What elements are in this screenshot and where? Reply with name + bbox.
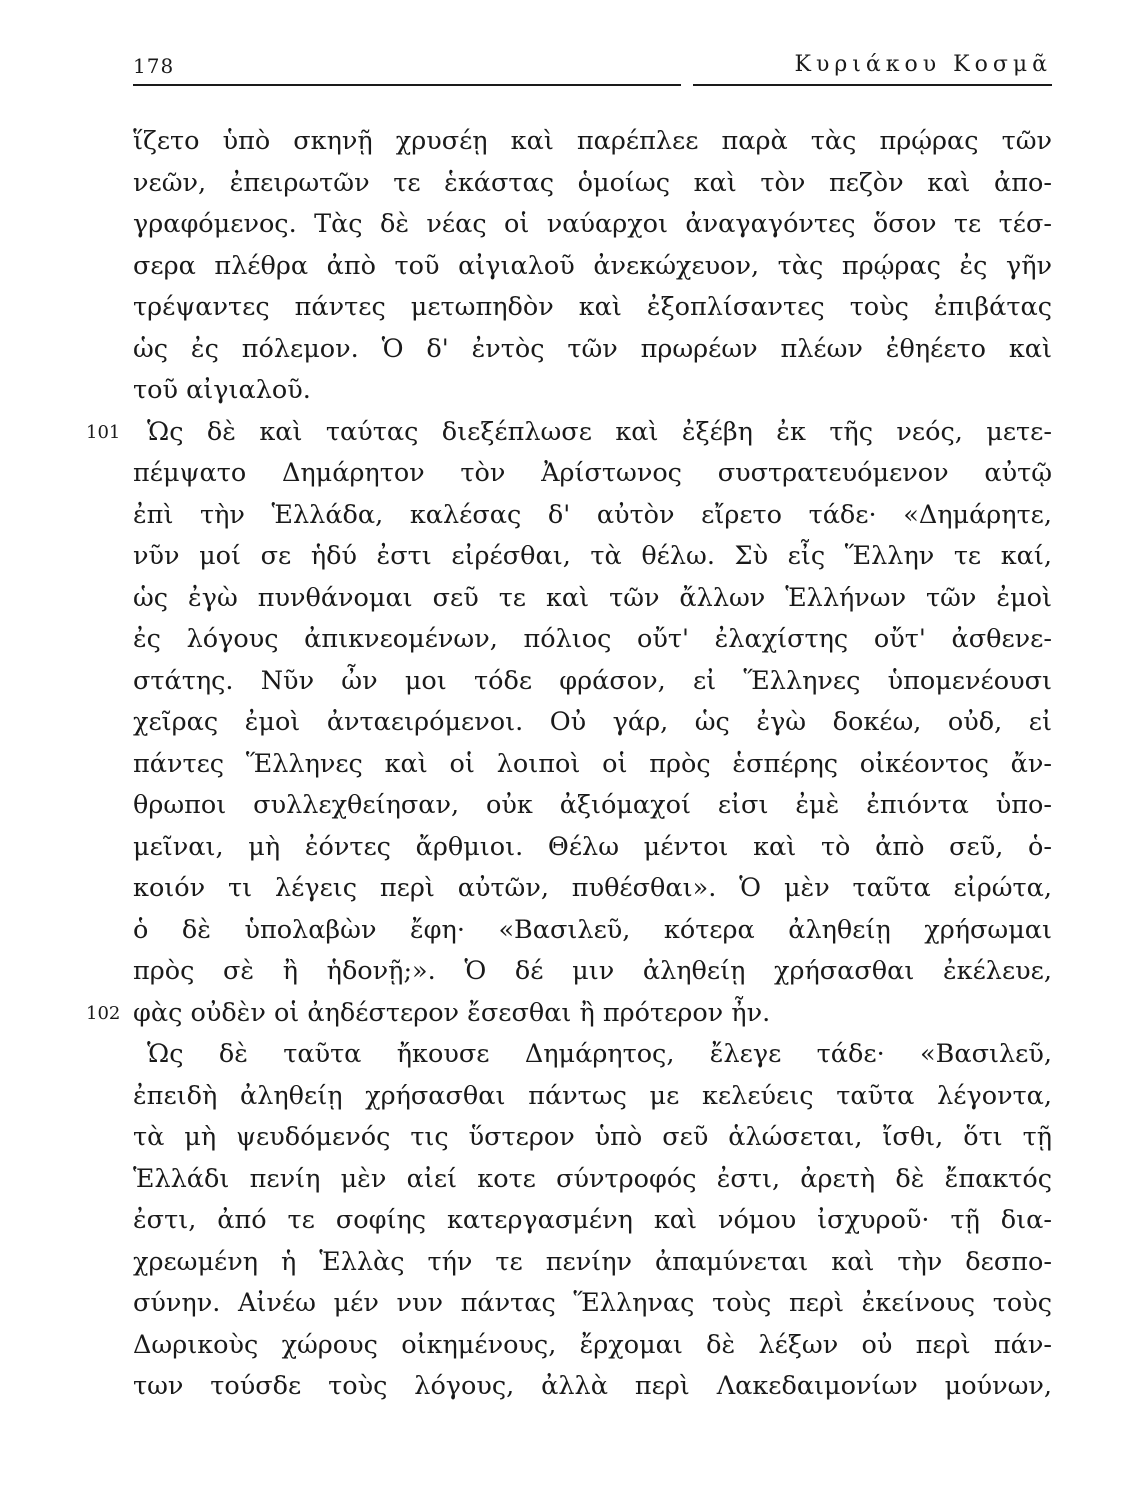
text-line: στάτης. Νῦν ὦν μοι τόδε φράσον, εἰ Ἕλληνες ὑπομενέουσι (133, 665, 1052, 696)
text-line: νεῶν, ἐπειρωτῶν τε ἑκάστας ὁμοίως καὶ τὸν πεζὸν καὶ ἀπο- (133, 167, 1052, 198)
text-line: ἐπειδὴ ἀληθείῃ χρήσασθαι πάντως με κελεύεις ταῦτα λέγοντα, (133, 1080, 1052, 1111)
text-line: πέμψατο Δημάρητον τὸν Ἀρίστωνος συστρατευόμενον αὐτῷ (133, 458, 1052, 488)
text-line: τρέψαντες πάντες μετωπηδὸν καὶ ἐξοπλίσαντες τοὺς ἐπιβάτας (133, 292, 1052, 322)
text-line: Ὡς δὲ καὶ ταύτας διεξέπλωσε καὶ ἐξέβη ἐκ τῆς νεός, μετε- (147, 416, 1052, 447)
text-line: θρωποι συλλεχθείησαν, οὐκ ἀξιόμαχοί εἰσι ἐμὲ ἐπιόντα ὑπο- (133, 790, 1052, 820)
section-number-101: 101 (86, 422, 121, 443)
text-line: πρὸς σὲ ἢ ἡδονῇ;». Ὁ δέ μιν ἀληθείῃ χρήσασθαι ἐκέλευε, (133, 956, 1052, 986)
text-line: κοιόν τι λέγεις περὶ αὐτῶν, πυθέσθαι». Ὁ μὲν ταῦτα εἰρώτα, (133, 873, 1052, 903)
running-head: Κυριάκου Κοσμᾶ (794, 52, 1052, 77)
text-line: ὡς ἐς πόλεμον. Ὁ δ' ἐντὸς τῶν πρωρέων πλέων ἐθηέετο καὶ (133, 333, 1052, 364)
text-line: ἐς λόγους ἀπικνεομένων, πόλιος οὔτ' ἐλαχίστης οὔτ' ἀσθενε- (133, 624, 1052, 654)
page-header (133, 48, 1052, 88)
text-line: χεῖρας ἐμοὶ ἀνταειρόμενοι. Οὐ γάρ, ὡς ἐγὼ δοκέω, οὐδ, εἰ (133, 707, 1052, 737)
text-line: πάντες Ἕλληνες καὶ οἱ λοιποὶ οἱ πρὸς ἑσπέρης οἰκέοντος ἄν- (133, 748, 1052, 779)
text-line: μεῖναι, μὴ ἐόντες ἄρθμιοι. Θέλω μέντοι καὶ τὸ ἀπὸ σεῦ, ὁ- (133, 831, 1052, 862)
body-text (133, 121, 1052, 1408)
text-line: σύνην. Αἰνέω μέν νυν πάντας Ἕλληνας τοὺς περὶ ἐκείνους τοὺς (133, 1288, 1052, 1318)
section-number-102: 102 (86, 1003, 121, 1024)
text-line: ἵζετο ὑπὸ σκηνῇ χρυσέῃ καὶ παρέπλεε παρὰ τὰς πρῴρας τῶν (133, 126, 1052, 156)
text-line: νῦν μοί σε ἡδύ ἐστι εἰρέσθαι, τὰ θέλω. Σὺ εἶς Ἕλλην τε καί, (133, 541, 1052, 571)
text-line: χρεωμένη ἡ Ἑλλὰς τήν τε πενίην ἀπαμύνεται καὶ τὴν δεσπο- (133, 1246, 1052, 1277)
text-line: ἐστι, ἀπό τε σοφίης κατεργασμένη καὶ νόμου ἰσχυροῦ· τῇ δια- (133, 1205, 1052, 1235)
text-line: τὰ μὴ ψευδόμενός τις ὕστερον ὑπὸ σεῦ ἁλώσεται, ἴσθι, ὅτι τῇ (133, 1122, 1052, 1152)
text-line: Ἑλλάδι πενίη μὲν αἰεί κοτε σύντροφός ἐστι, ἀρετὴ δὲ ἔπακτός (133, 1163, 1052, 1194)
text-line: τοῦ αἰγιαλοῦ. (133, 375, 311, 405)
text-line: ὡς ἐγὼ πυνθάνομαι σεῦ τε καὶ τῶν ἄλλων Ἑλλήνων τῶν ἐμοὶ (133, 582, 1052, 613)
text-line: Δωρικοὺς χώρους οἰκημένους, ἔρχομαι δὲ λέξων οὐ περὶ πάν- (133, 1329, 1052, 1360)
text-line: γραφόμενος. Τὰς δὲ νέας οἱ ναύαρχοι ἀναγαγόντες ὅσον τε τέσ- (133, 209, 1052, 239)
text-line: σερα πλέθρα ἀπὸ τοῦ αἰγιαλοῦ ἀνεκώχευον, τὰς πρῴρας ἐς γῆν (133, 250, 1052, 281)
text-line: ἐπὶ τὴν Ἑλλάδα, καλέσας δ' αὐτὸν εἴρετο τάδε· «Δημάρητε, (133, 499, 1052, 530)
text-line: των τούσδε τοὺς λόγους, ἀλλὰ περὶ Λακεδαιμονίων μούνων, (133, 1371, 1052, 1401)
text-line: φὰς οὐδὲν οἱ ἀηδέστερον ἔσεσθαι ἢ πρότερον ἦν. (133, 997, 771, 1028)
text-line: ὁ δὲ ὑπολαβὼν ἔφη· «Βασιλεῦ, κότερα ἀληθείῃ χρήσωμαι (133, 914, 1052, 945)
page-number: 178 (133, 54, 175, 78)
header-rule-right (693, 84, 1052, 86)
text-line: Ὡς δὲ ταῦτα ἤκουσε Δημάρητος, ἔλεγε τάδε· «Βασιλεῦ, (147, 1039, 1052, 1069)
header-rule-left (133, 84, 681, 86)
